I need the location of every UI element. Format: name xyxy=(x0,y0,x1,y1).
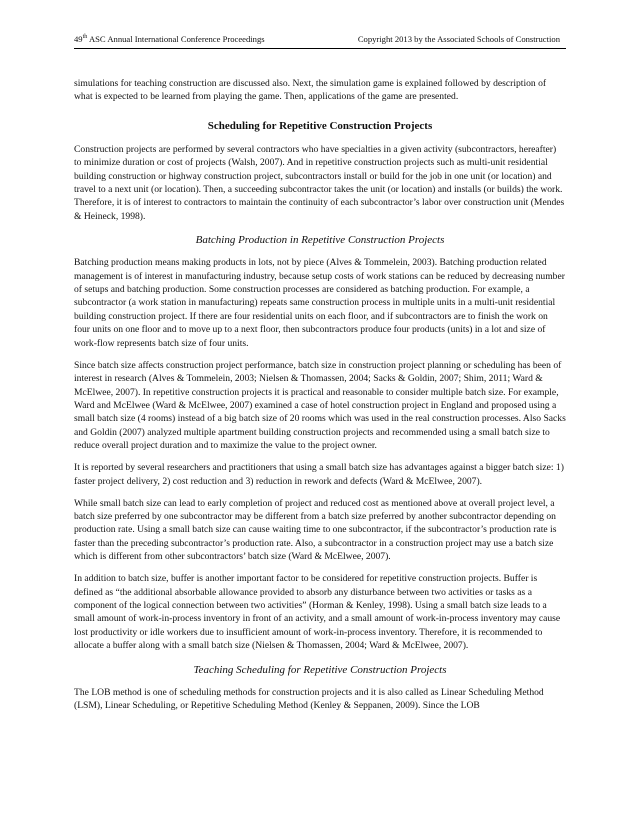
section2-paragraph-5: In addition to batch size, buffer is another important factor to be considered for repetitive construction projects. Buffer is defined as “the additional absorbable allowance provided to absorb any disturbance between two activities or tasks as a component of the logical connection between two activities” (Horman & Kenley, 1998). Using a small batch size leads to a small amount of work-in-process inventory in front of an activity, and a small amount of work-in-process inventory may cause lost productivity or idle workers due to insufficient amount of work-in-process inventory. Therefore, it is recommended to allocate a buffer along with a small batch size (Nielsen & Thomassen, 2004; Ward & McElwee, 2007). xyxy=(74,573,561,652)
header-conference: 49th ASC Annual International Conference Proceedings xyxy=(74,34,265,44)
header-copyright: Copyright 2013 by the Associated Schools of Construction xyxy=(357,34,560,44)
section2-paragraph-1: Batching production means making products in lots, not by piece (Alves & Tommelein, 2003). Batching production related management is of interest in manufacturing industry, because setup costs of work stations can be reduced by decreasing number of setups and batching production. Some construction processes are considered as batching production. For example, a subcontractor (a work station in manufacturing) repeats same construction process in multiple units in a multi-unit residential building construction project. If there are four residential units on each floor, and if subcontractors are to finish the work on four units on one floor and to move up to a next floor, then subcontractors produce four products (units) in a lot and size of work-flow represents batch size of four units. xyxy=(74,257,565,349)
section3-paragraph-1: The LOB method is one of scheduling methods for construction projects and it is also called as Linear Scheduling Method (LSM), Linear Scheduling, or Repetitive Scheduling Method (Kenley & Seppanen, 2009). Since the LOB xyxy=(74,686,544,711)
section-heading-scheduling: Scheduling for Repetitive Construction Projects xyxy=(207,119,433,132)
running-header xyxy=(74,34,566,49)
section2-paragraph-2: Since batch size affects construction project performance, batch size in construction project planning or scheduling has been of interest in research (Alves & Tommelein, 2003; Nielsen & Thomassen, 2004; Sacks & Goldin, 2007; Shim, 2011; Ward & McElwee, 2007). In repetitive construction projects it is practical and reasonable to consider multiple batch size. For example, Ward and McElwee (Ward & McElwee, 2007) examined a case of hotel construction project in England and proposed using a small batch size (4 rooms) instead of a big batch size of 20 rooms which was used in the real construction processes. Also Sacks and Goldin (2007) analyzed multiple apartment building construction projects and recommended using a small batch size to reduce overall project duration and to maximize the value to the project owner. xyxy=(74,359,566,452)
page-body xyxy=(74,49,566,712)
section2-paragraph-4: While small batch size can lead to early completion of project and reduced cost as mentioned above at overall project level, a batch size preferred by one subcontractor may be different from a batch size preferred by another subcontractor depending on production rate. Using a small batch size can cause waiting time to one subcontractor, if the subcontractor’s production rate is faster than the preceding subcontractor’s production rate. Also, a subcontractor in a construction project may use a batch size which is different from other subcontractors’ batch size (Ward & McElwee, 2007). xyxy=(74,497,557,563)
subsection-heading-teaching: Teaching Scheduling for Repetitive Construction Projects xyxy=(193,663,447,676)
subsection-heading-batching: Batching Production in Repetitive Construction Projects xyxy=(195,234,445,247)
section2-paragraph-3: It is reported by several researchers and practitioners that using a small batch size has advantages against a bigger batch size: 1) faster project delivery, 2) cost reduction and 3) reduction in rework and defects (Ward & McElwee, 2007). xyxy=(74,462,564,487)
intro-paragraph: simulations for teaching construction are discussed also. Next, the simulation game is explained followed by description of what is expected to be learned from playing the game. Then, applications of the game are presented. xyxy=(74,78,547,103)
section1-paragraph-1: Construction projects are performed by several contractors who have specialties in a given activity (subcontractors, hereafter) to minimize duration or cost of projects (Walsh, 2007). And in repetitive construction projects such as multi-unit residential building construction or highway construction project, subcontractors install or build for the job in one unit (or location) and travel to a next unit (or location). Then, a succeeding subcontractor takes the unit (or location) and installs (or builds) the work. Therefore, it is of interest to contractors to maintain the continuity of each subcontractor’s labor over construction unit (Mendes & Heineck, 1998). xyxy=(74,143,565,222)
